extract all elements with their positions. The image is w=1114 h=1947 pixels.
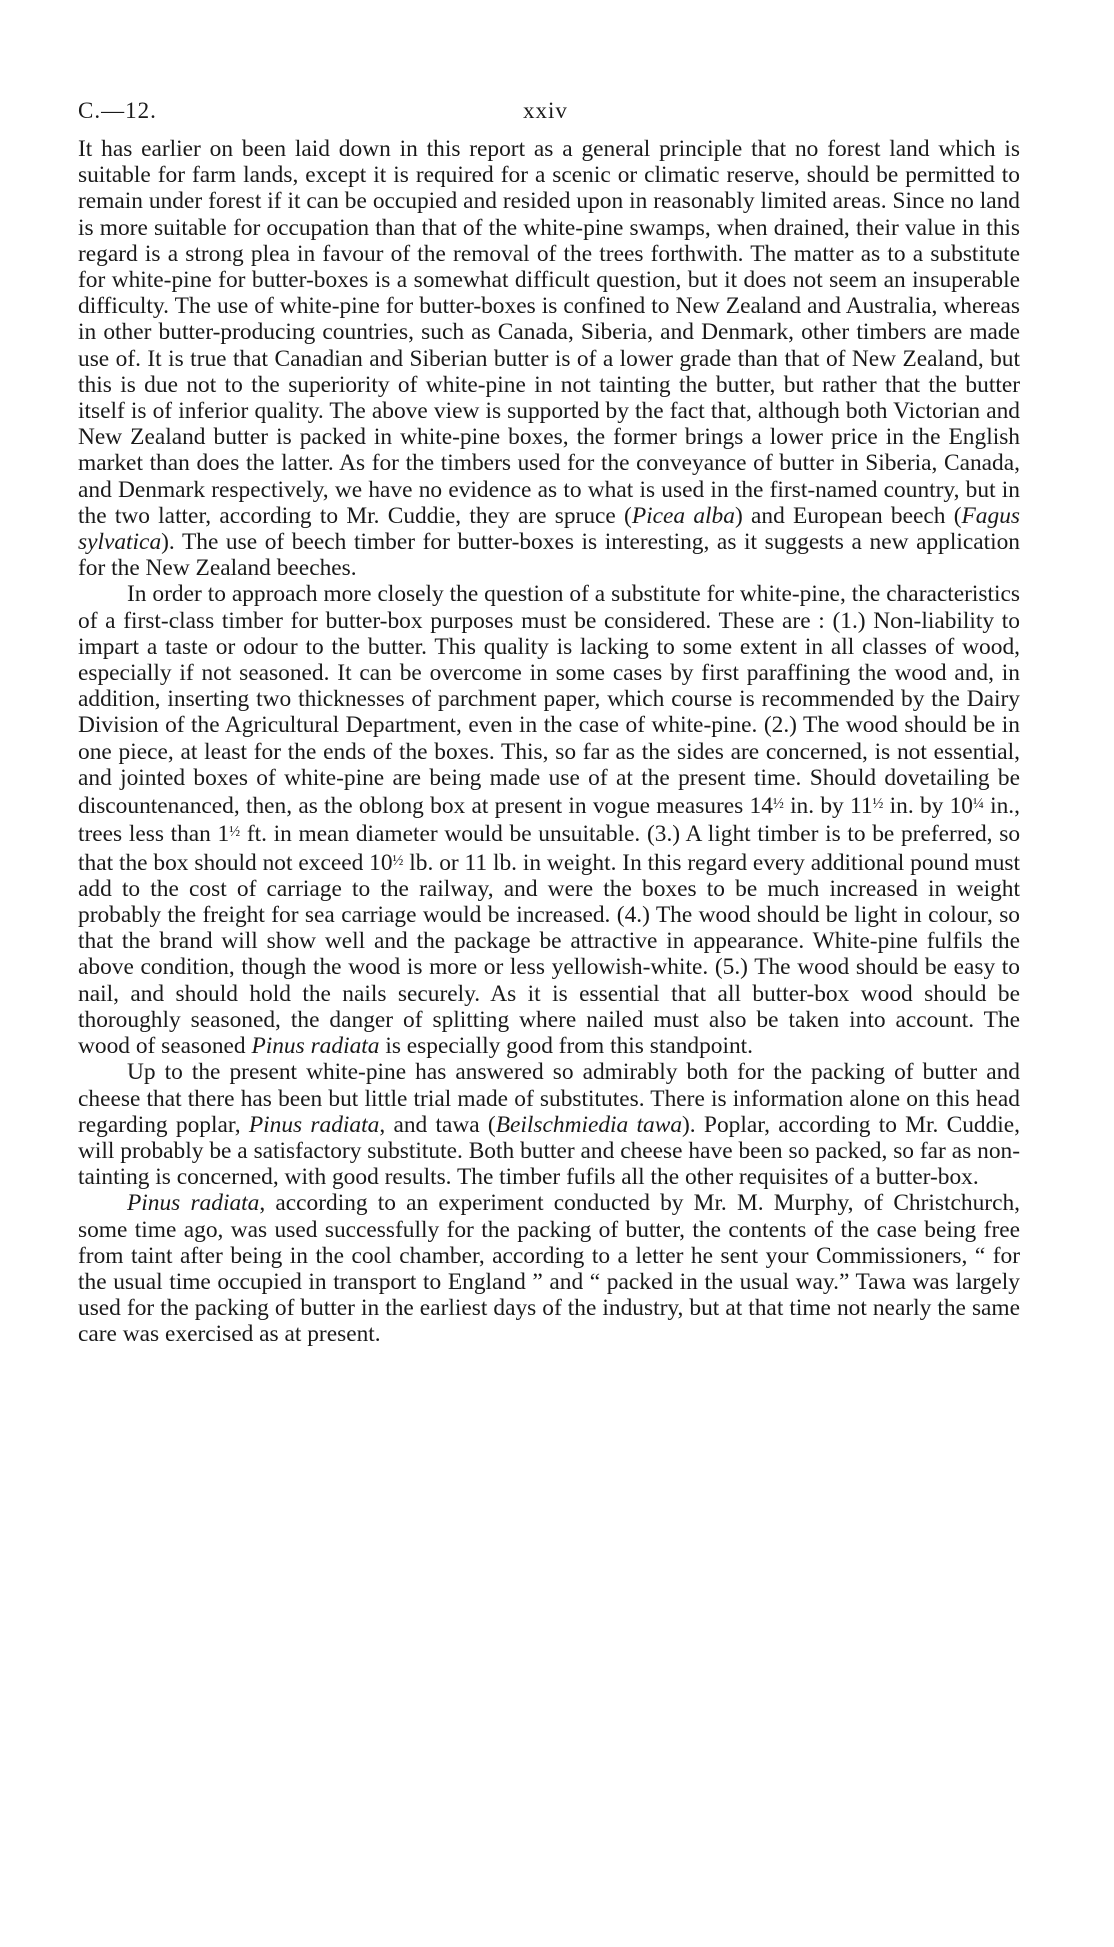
italic-term: Pinus radiata xyxy=(251,1033,380,1060)
paragraph-p3 xyxy=(78,1059,1020,1190)
fraction: ½ xyxy=(229,824,241,841)
text-run: ) and European beech ( xyxy=(734,502,962,529)
text-run: ). Poplar, according to Mr. Cuddie, will probably be a satisfactory substitute. Both butter and cheese have been so packed, so far as non-tainting is concerned, with good results. The timber fufils all the other requisites of a butter-box. xyxy=(78,1111,1021,1191)
text-run: In order to approach more closely the question of a substitute for white-pine, the characteristics of a first-class timber for butter-box purposes must be considered. These are : (1.) Non-liability to impart a taste or odour to the butter. This quality is lacking to some extent in all classes of wood, especially if not seasoned. It can be overcome in some cases by first paraffining the wood and, in addition, inserting two thicknesses of parchment paper, which course is recommended by the Dairy Division of the Agricultural Department, even in the case of white-pine. (2.) The wood should be in one piece, at least for the ends of the boxes. This, so far as the sides are concerned, is not essential, and jointed boxes of white-pine are being made use of at the present time. Should dovetailing be discountenanced, then, as the oblong box at present in vogue measures 14 xyxy=(78,581,1020,820)
text-run: Up to the present white-pine has answered so admirably both for the packing of butter and cheese that there has been but little trial made of substitutes. There is information alone on this head regarding poplar, xyxy=(78,1059,1020,1138)
body-text xyxy=(78,136,1020,1348)
text-run: ft. in mean diameter would be unsuitable. (3.) A light timber is to be preferred, so that the box should not exceed 10 xyxy=(78,821,1021,876)
fraction: ¼ xyxy=(972,796,984,813)
fraction: ½ xyxy=(772,796,784,813)
text-run: ). The use of beech timber for butter-boxes is interesting, as it suggests a new application for the New Zealand beeches. xyxy=(78,529,1020,582)
page-header xyxy=(78,98,1020,132)
text-run: , according to an experiment conducted by Mr. M. Murphy, of Christchurch, some time ago, was used successfully for the packing of butter, the contents of the case being free from taint after being in the cool chamber, according to a letter he sent your Commissioners, “ for the usual time occupied in transport to England ” and “ packed in the usual way.” Tawa was largely used for the packing of butter in the earliest days of the industry, but at that time not nearly the same care was exercised as at present. xyxy=(78,1190,1020,1348)
document-reference: C.—12. xyxy=(78,98,157,123)
italic-term: Picea alba xyxy=(631,502,735,529)
paragraph-p1 xyxy=(78,136,1020,581)
italic-term: Fagus sylvatica xyxy=(78,502,1020,556)
italic-term: Beilschmiedia tawa xyxy=(495,1111,683,1138)
paragraph-p2 xyxy=(78,581,1020,1059)
text-run: is especially good from this standpoint. xyxy=(379,1033,754,1060)
text-run: in. by 11 xyxy=(783,793,873,820)
text-run: in. by 10 xyxy=(883,793,973,820)
document-page xyxy=(78,98,1020,1348)
text-run: in., trees less than 1 xyxy=(78,793,1020,848)
text-run: lb. or 11 lb. in weight. In this regard every additional pound must add to the cost of carriage to the railway, and were the boxes to be much increased in weight probably the freight for sea carriage would be increased. (4.) The wood should be light in colour, so that the brand will show well and the package be attractive in appearance. White-pine fulfils the above condition, though the wood is more or less yellowish-white. (5.) The wood should be easy to nail, and should hold the nails securely. As it is essential that all butter-box wood should be thoroughly seasoned, the danger of splitting where nailed must also be taken into account. The wood of seasoned xyxy=(78,849,1020,1060)
fraction: ½ xyxy=(392,852,404,869)
page-number: xxiv xyxy=(523,98,568,123)
paragraph-p4 xyxy=(78,1190,1020,1347)
text-run: , and tawa ( xyxy=(379,1111,496,1138)
text-run: It has earlier on been laid down in this report as a general principle that no forest land which is suitable for farm lands, except it is required for a scenic or climatic reserve, should be permitted to remain under forest if it can be occupied and resided upon in reasonably limited areas. Since no land is more suitable for occupation than that of the white-pine swamps, when drained, their value in this regard is a strong plea in favour of the removal of the trees forthwith. The matter as to a substitute for white-pine for butter-boxes is a somewhat difficult question, but it does not seem an insuperable difficulty. The use of white-pine for butter-boxes is confined to New Zealand and Australia, whereas in other butter-producing countries, such as Canada, Siberia, and Denmark, other timbers are made use of. It is true that Canadian and Siberian butter is of a lower grade than that of New Zealand, but this is due not to the superiority of white-pine in not tainting the butter, but rather that the butter itself is of inferior quality. The above view is supported by the fact that, although both Victorian and New Zealand butter is packed in white-pine boxes, the former brings a lower price in the English market than does the latter. As for the timbers used for the conveyance of butter in Siberia, Canada, and Denmark respectively, we have no evidence as to what is used in the first-named country, but in the two latter, according to Mr. Cuddie, they are spruce ( xyxy=(78,136,1020,529)
italic-term: Pinus radiata xyxy=(127,1190,260,1217)
fraction: ½ xyxy=(872,796,884,813)
italic-term: Pinus radiata xyxy=(248,1111,380,1138)
